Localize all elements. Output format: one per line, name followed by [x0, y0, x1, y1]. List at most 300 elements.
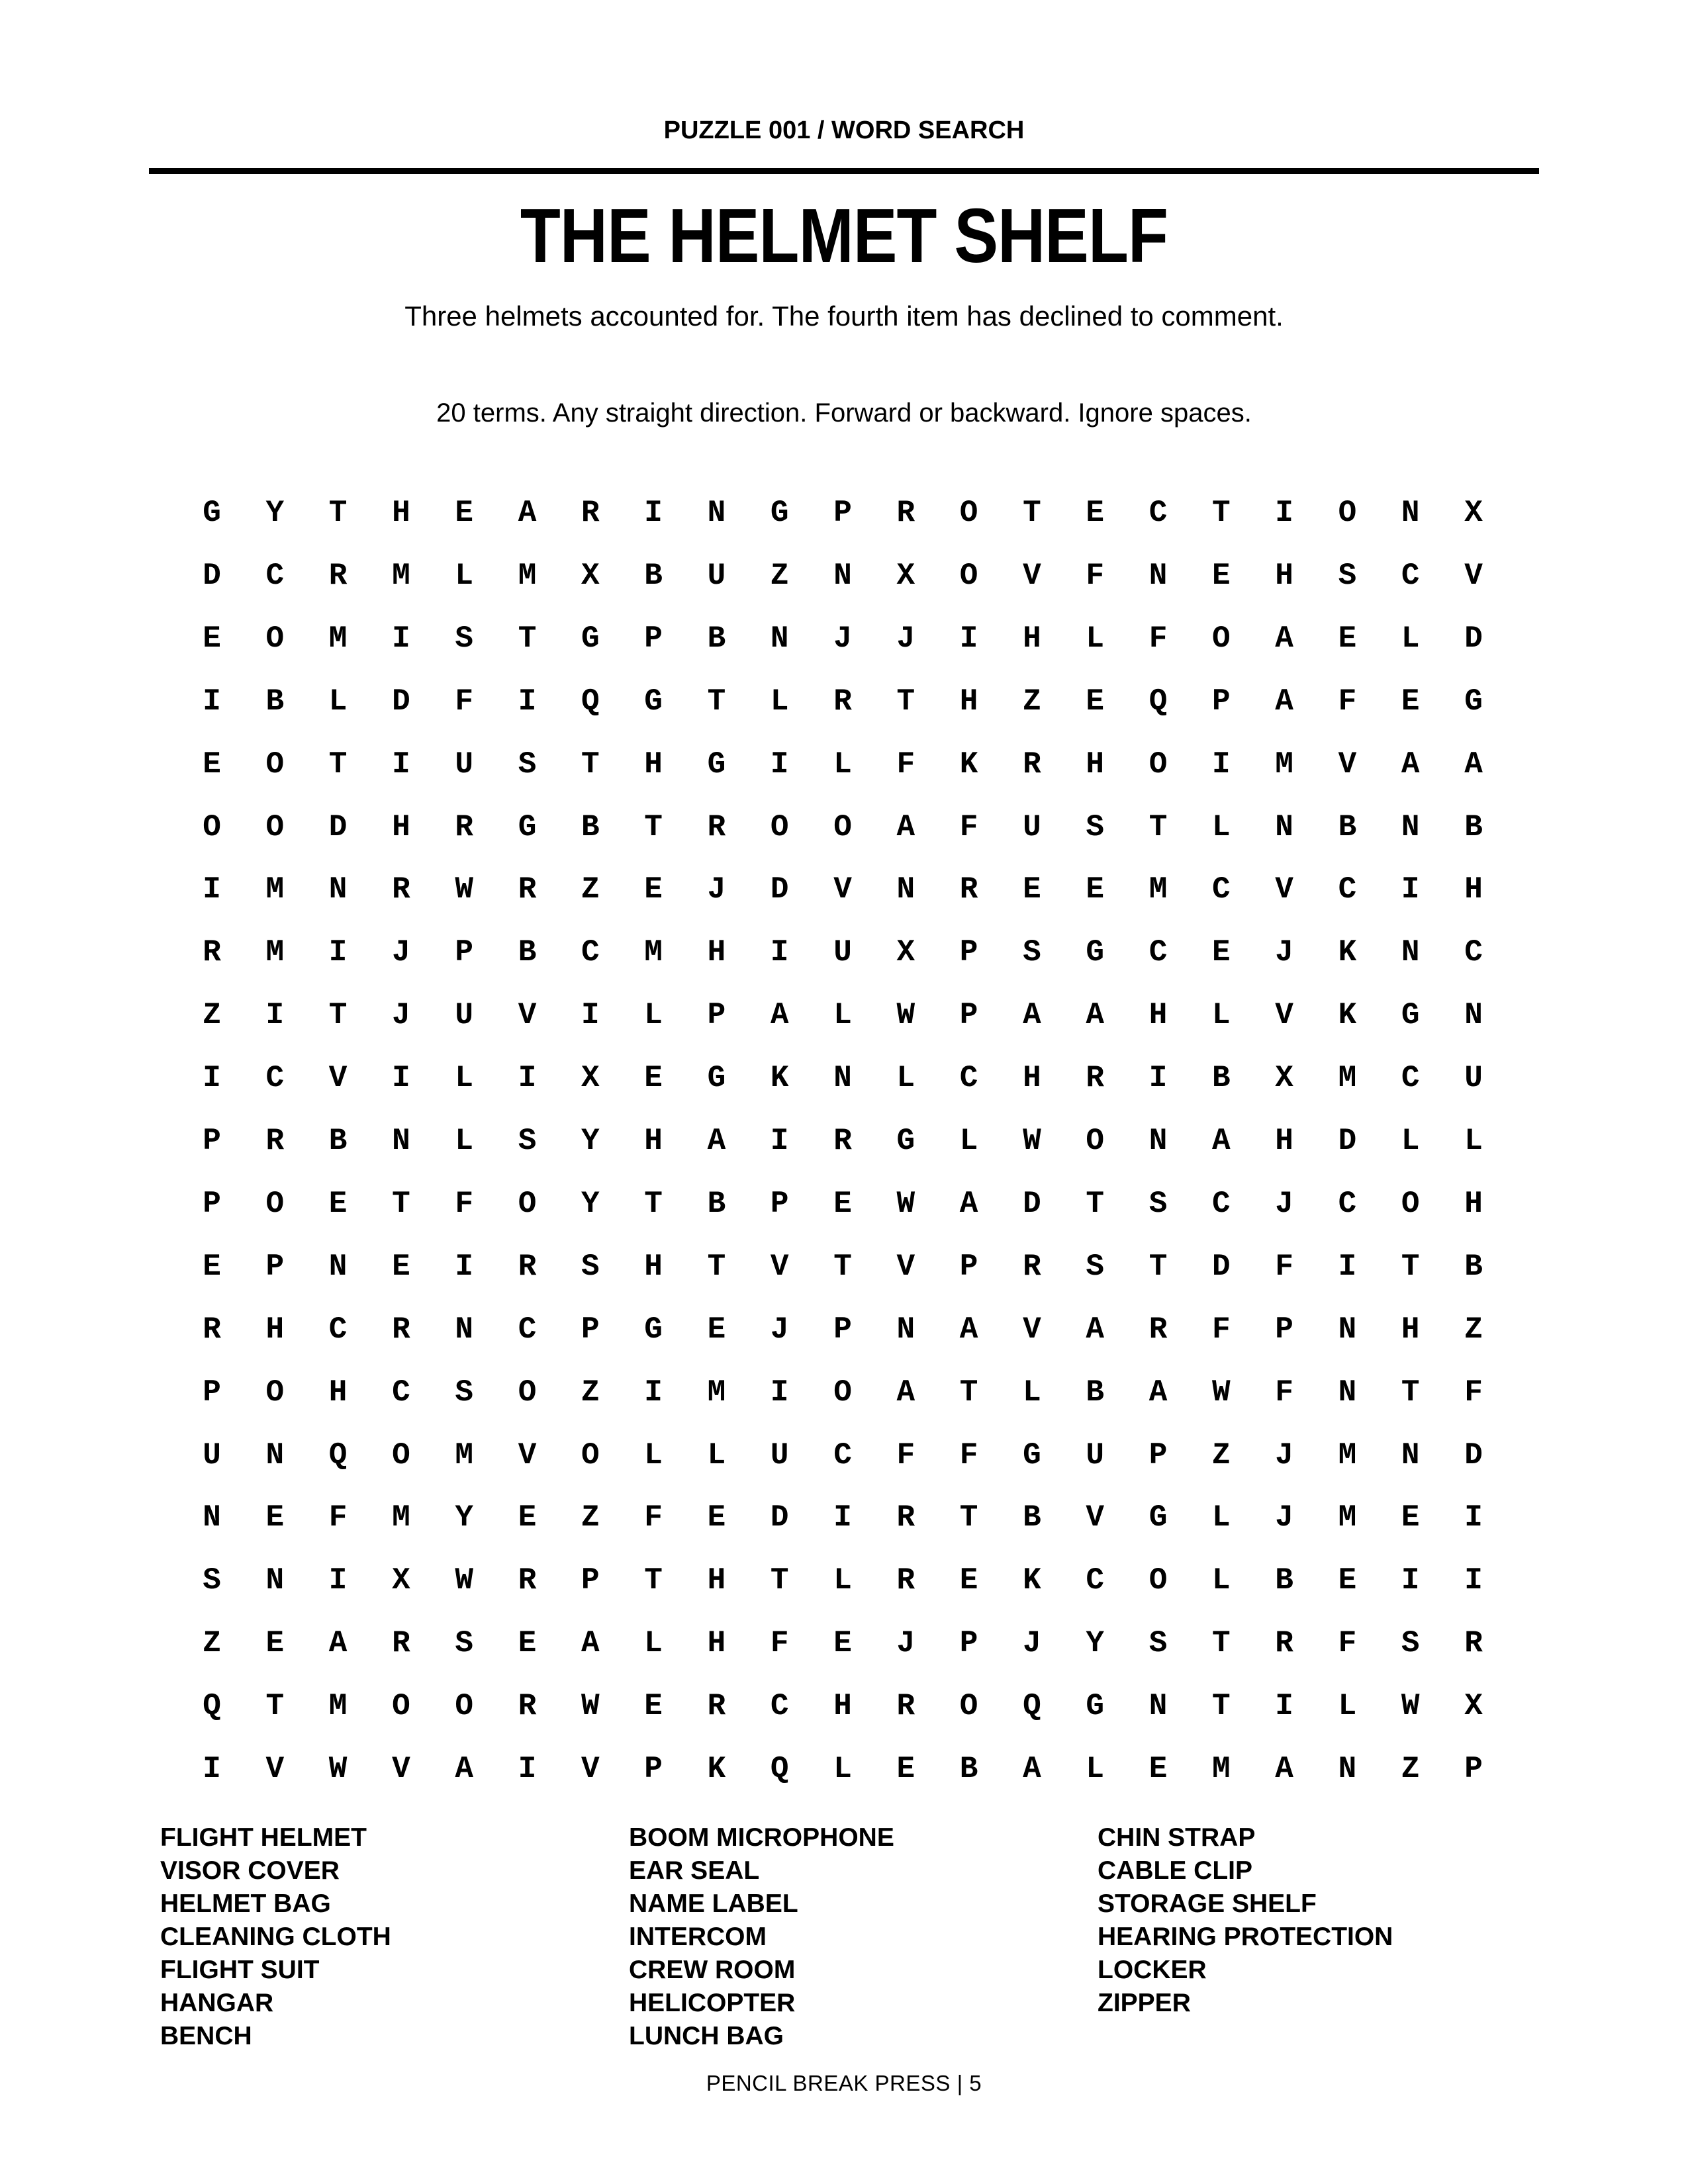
grid-letter: E: [707, 1312, 726, 1347]
grid-letter: O: [833, 809, 852, 844]
grid-letter: R: [896, 1689, 915, 1724]
grid-letter: P: [770, 1186, 789, 1221]
grid-letter: V: [896, 1249, 915, 1284]
grid-letter: T: [959, 1375, 978, 1410]
grid-letter: P: [581, 1563, 600, 1598]
grid-letter: C: [959, 1061, 978, 1096]
grid-letter: M: [1338, 1500, 1357, 1535]
grid-letter: O: [770, 809, 789, 844]
grid-letter: F: [644, 1500, 663, 1535]
word-list-item: LOCKER: [1098, 1956, 1207, 1984]
grid-letter: H: [1464, 1186, 1483, 1221]
grid-letter: R: [1023, 747, 1041, 782]
letter-grid: [182, 483, 1506, 1807]
grid-letter: K: [1023, 1563, 1041, 1598]
grid-letter: G: [896, 1124, 915, 1158]
word-list-item: BENCH: [160, 2022, 252, 2050]
grid-letter: I: [959, 621, 978, 656]
grid-letter: V: [770, 1249, 789, 1284]
grid-letter: R: [1086, 1061, 1104, 1096]
grid-letter: F: [1086, 558, 1104, 593]
grid-letter: N: [1275, 809, 1293, 844]
grid-letter: C: [328, 1312, 348, 1347]
grid-letter: T: [581, 747, 600, 782]
grid-letter: R: [707, 1689, 726, 1724]
grid-letter: W: [455, 1563, 473, 1598]
grid-letter: E: [392, 1249, 410, 1284]
grid-letter: A: [707, 1124, 726, 1158]
grid-letter: T: [1149, 809, 1168, 844]
grid-letter: H: [392, 809, 410, 844]
grid-letter: P: [581, 1312, 600, 1347]
grid-letter: O: [959, 558, 978, 593]
grid-letter: A: [896, 809, 915, 844]
grid-letter: E: [707, 1500, 726, 1535]
grid-letter: E: [1086, 496, 1104, 530]
grid-letter: C: [1401, 1061, 1420, 1096]
grid-letter: H: [392, 496, 410, 530]
grid-letter: G: [644, 684, 663, 719]
grid-letter: Z: [203, 998, 221, 1033]
grid-letter: I: [455, 1249, 473, 1284]
grid-letter: T: [896, 684, 915, 719]
grid-letter: W: [896, 1186, 915, 1221]
grid-letter: G: [1086, 1689, 1104, 1724]
grid-letter: I: [392, 747, 410, 782]
grid-letter: B: [959, 1752, 978, 1786]
grid-letter: L: [833, 998, 852, 1033]
grid-letter: Y: [581, 1186, 600, 1221]
grid-letter: Y: [455, 1500, 473, 1535]
grid-letter: I: [644, 1375, 663, 1410]
grid-letter: P: [707, 998, 726, 1033]
grid-letter: U: [1023, 809, 1041, 844]
grid-letter: T: [265, 1689, 285, 1724]
grid-letter: S: [455, 1626, 473, 1661]
grid-letter: X: [1464, 496, 1483, 530]
grid-letter: S: [455, 621, 473, 656]
grid-letter: O: [265, 809, 285, 844]
grid-letter: R: [896, 1500, 915, 1535]
grid-letter: O: [959, 1689, 978, 1724]
grid-letter: J: [896, 621, 915, 656]
grid-letter: C: [392, 1375, 410, 1410]
grid-letter: W: [455, 872, 473, 907]
grid-letter: P: [644, 621, 663, 656]
word-list-item: BOOM MICROPHONE: [629, 1823, 894, 1852]
grid-letter: O: [1149, 1563, 1168, 1598]
grid-letter: C: [833, 1437, 852, 1473]
grid-letter: B: [707, 1186, 726, 1221]
grid-letter: C: [1211, 872, 1231, 907]
grid-letter: H: [707, 1563, 726, 1598]
grid-letter: O: [833, 1375, 852, 1410]
grid-letter: P: [959, 998, 978, 1033]
grid-letter: P: [203, 1375, 221, 1410]
grid-letter: B: [1338, 809, 1357, 844]
grid-letter: E: [265, 1500, 285, 1535]
grid-letter: T: [770, 1563, 789, 1598]
grid-letter: C: [1464, 935, 1483, 970]
grid-letter: V: [1338, 747, 1357, 782]
grid-letter: E: [644, 1689, 663, 1724]
grid-letter: N: [1401, 809, 1420, 844]
word-list-item: STORAGE SHELF: [1098, 1889, 1317, 1918]
grid-letter: A: [1023, 1752, 1041, 1786]
grid-letter: E: [265, 1626, 285, 1661]
grid-letter: P: [265, 1249, 285, 1284]
grid-letter: B: [518, 935, 537, 970]
grid-letter: E: [518, 1626, 537, 1661]
grid-letter: S: [1086, 1249, 1104, 1284]
grid-letter: N: [1149, 558, 1168, 593]
grid-letter: E: [1401, 684, 1420, 719]
grid-letter: P: [1275, 1312, 1293, 1347]
grid-letter: H: [644, 1124, 663, 1158]
grid-letter: S: [1023, 935, 1041, 970]
word-list-item: VISOR COVER: [160, 1856, 340, 1885]
grid-letter: O: [518, 1375, 537, 1410]
grid-letter: G: [1464, 684, 1483, 719]
grid-letter: X: [1275, 1061, 1293, 1096]
grid-letter: V: [1275, 872, 1293, 907]
grid-letter: R: [265, 1124, 285, 1158]
grid-letter: C: [1149, 496, 1168, 530]
grid-letter: R: [203, 935, 221, 970]
word-list-column-3: [1098, 1821, 1548, 2020]
grid-letter: A: [770, 998, 789, 1033]
grid-letter: L: [1401, 1124, 1420, 1158]
grid-letter: Z: [770, 558, 789, 593]
grid-letter: L: [455, 1124, 473, 1158]
grid-letter: A: [1401, 747, 1420, 782]
word-list-item: FLIGHT HELMET: [160, 1823, 367, 1852]
grid-letter: A: [959, 1186, 978, 1221]
grid-letter: L: [707, 1437, 726, 1473]
grid-letter: D: [1464, 621, 1483, 656]
grid-letter: F: [1464, 1375, 1483, 1410]
grid-letter: C: [1211, 1186, 1231, 1221]
grid-letter: V: [1275, 998, 1293, 1033]
grid-letter: I: [1464, 1500, 1483, 1535]
grid-letter: W: [328, 1752, 348, 1786]
grid-letter: F: [770, 1626, 789, 1661]
grid-letter: E: [203, 621, 221, 656]
puzzle-label: PUZZLE 001 / WORD SEARCH: [663, 116, 1025, 144]
grid-letter: C: [1086, 1563, 1104, 1598]
grid-letter: I: [770, 935, 789, 970]
grid-letter: I: [581, 998, 600, 1033]
grid-letter: O: [392, 1689, 410, 1724]
grid-letter: Y: [265, 496, 285, 530]
grid-letter: R: [518, 1689, 537, 1724]
grid-letter: R: [581, 496, 600, 530]
grid-letter: A: [518, 496, 537, 530]
grid-letter: H: [1275, 1124, 1293, 1158]
grid-letter: A: [1086, 1312, 1104, 1347]
grid-letter: A: [581, 1626, 600, 1661]
grid-letter: E: [833, 1626, 852, 1661]
grid-letter: Q: [1023, 1689, 1041, 1724]
grid-letter: F: [1211, 1312, 1231, 1347]
grid-letter: B: [1023, 1500, 1041, 1535]
grid-letter: R: [896, 1563, 915, 1598]
grid-letter: I: [1149, 1061, 1168, 1096]
grid-letter: H: [1401, 1312, 1420, 1347]
grid-letter: M: [328, 621, 348, 656]
grid-letter: H: [707, 1626, 726, 1661]
grid-letter: L: [644, 998, 663, 1033]
grid-letter: A: [1086, 998, 1104, 1033]
grid-letter: I: [203, 872, 221, 907]
grid-letter: T: [833, 1249, 852, 1284]
grid-letter: X: [581, 558, 600, 593]
grid-letter: C: [265, 1061, 285, 1096]
grid-letter: L: [1023, 1375, 1041, 1410]
grid-letter: P: [833, 1312, 852, 1347]
grid-letter: D: [770, 872, 789, 907]
grid-letter: H: [1023, 1061, 1041, 1096]
grid-letter: C: [1338, 1186, 1357, 1221]
grid-letter: J: [392, 935, 410, 970]
grid-letter: S: [1149, 1186, 1168, 1221]
grid-letter: G: [770, 496, 789, 530]
grid-letter: M: [707, 1375, 726, 1410]
word-list-item: HELICOPTER: [629, 1989, 796, 2017]
grid-letter: F: [896, 747, 915, 782]
page-footer: PENCIL BREAK PRESS | 5: [706, 2071, 982, 2095]
grid-letter: N: [328, 872, 348, 907]
grid-letter: W: [581, 1689, 600, 1724]
grid-letter: P: [959, 935, 978, 970]
grid-letter: K: [959, 747, 978, 782]
grid-letter: E: [1023, 872, 1041, 907]
grid-letter: E: [518, 1500, 537, 1535]
grid-letter: P: [1464, 1752, 1483, 1786]
grid-letter: B: [1464, 1249, 1483, 1284]
grid-letter: M: [1275, 747, 1293, 782]
grid-letter: I: [203, 1061, 221, 1096]
grid-letter: E: [1086, 684, 1104, 719]
grid-letter: T: [1211, 1626, 1231, 1661]
grid-letter: L: [1401, 621, 1420, 656]
grid-letter: N: [203, 1500, 221, 1535]
grid-letter: Z: [1211, 1437, 1231, 1473]
grid-letter: R: [1023, 1249, 1041, 1284]
grid-letter: C: [581, 935, 600, 970]
grid-letter: D: [392, 684, 410, 719]
grid-letter: T: [707, 684, 726, 719]
grid-letter: M: [644, 935, 663, 970]
grid-letter: T: [1023, 496, 1041, 530]
grid-letter: H: [959, 684, 978, 719]
grid-letter: D: [1211, 1249, 1231, 1284]
grid-letter: D: [1338, 1124, 1357, 1158]
grid-letter: F: [1275, 1375, 1293, 1410]
grid-letter: A: [455, 1752, 473, 1786]
grid-letter: G: [1086, 935, 1104, 970]
grid-letter: U: [707, 558, 726, 593]
grid-letter: J: [707, 872, 726, 907]
grid-letter: A: [1149, 1375, 1168, 1410]
grid-letter: C: [1338, 872, 1357, 907]
grid-letter: A: [1275, 684, 1293, 719]
grid-letter: T: [1401, 1375, 1420, 1410]
grid-letter: Q: [1149, 684, 1168, 719]
grid-letter: O: [265, 1186, 285, 1221]
grid-letter: A: [1023, 998, 1041, 1033]
grid-letter: T: [644, 1186, 663, 1221]
word-list-item: EAR SEAL: [629, 1856, 760, 1885]
grid-letter: I: [328, 1563, 348, 1598]
grid-letter: F: [1149, 621, 1168, 656]
word-list-item: CABLE CLIP: [1098, 1856, 1252, 1885]
word-list-column-2: [629, 1821, 1079, 2053]
grid-letter: L: [833, 747, 852, 782]
grid-letter: I: [265, 998, 285, 1033]
grid-letter: V: [518, 1437, 537, 1473]
grid-letter: N: [896, 872, 915, 907]
grid-letter: F: [959, 1437, 978, 1473]
grid-letter: N: [1338, 1375, 1357, 1410]
grid-letter: Z: [581, 872, 600, 907]
grid-letter: P: [203, 1124, 221, 1158]
grid-letter: A: [1464, 747, 1483, 782]
grid-letter: G: [707, 1061, 726, 1096]
grid-letter: G: [1149, 1500, 1168, 1535]
grid-letter: C: [518, 1312, 537, 1347]
grid-letter: T: [959, 1500, 978, 1535]
grid-letter: R: [392, 1312, 410, 1347]
grid-letter: E: [455, 496, 473, 530]
grid-letter: O: [1086, 1124, 1104, 1158]
grid-letter: R: [896, 496, 915, 530]
grid-letter: Z: [1464, 1312, 1483, 1347]
grid-letter: K: [1338, 935, 1357, 970]
grid-letter: V: [265, 1752, 285, 1786]
word-list-item: ZIPPER: [1098, 1989, 1191, 2017]
grid-letter: H: [1086, 747, 1104, 782]
grid-letter: P: [959, 1626, 978, 1661]
grid-letter: K: [707, 1752, 726, 1786]
grid-letter: L: [1211, 809, 1231, 844]
grid-letter: P: [644, 1752, 663, 1786]
grid-letter: G: [518, 809, 537, 844]
grid-letter: B: [644, 558, 663, 593]
grid-letter: T: [518, 621, 537, 656]
grid-letter: N: [455, 1312, 473, 1347]
grid-letter: U: [203, 1437, 221, 1473]
grid-letter: D: [203, 558, 221, 593]
grid-letter: J: [392, 998, 410, 1033]
grid-letter: R: [959, 872, 978, 907]
word-list-item: HANGAR: [160, 1989, 274, 2017]
grid-letter: T: [1211, 496, 1231, 530]
grid-letter: E: [1086, 872, 1104, 907]
word-list-item: HELMET BAG: [160, 1889, 331, 1918]
grid-letter: G: [707, 747, 726, 782]
grid-letter: I: [770, 747, 789, 782]
grid-letter: S: [1086, 809, 1104, 844]
grid-letter: E: [203, 747, 221, 782]
grid-letter: F: [1338, 684, 1357, 719]
word-list: [160, 1821, 1550, 2050]
grid-letter: S: [455, 1375, 473, 1410]
grid-letter: I: [770, 1375, 789, 1410]
grid-letter: I: [203, 684, 221, 719]
grid-letter: L: [644, 1437, 663, 1473]
grid-letter: E: [328, 1186, 348, 1221]
grid-letter: E: [1338, 1563, 1357, 1598]
grid-letter: R: [518, 872, 537, 907]
grid-letter: E: [1211, 558, 1231, 593]
grid-letter: M: [265, 935, 285, 970]
word-list-item: CREW ROOM: [629, 1956, 796, 1984]
grid-letter: U: [1464, 1061, 1483, 1096]
grid-letter: Q: [328, 1437, 348, 1473]
grid-letter: G: [203, 496, 221, 530]
grid-letter: M: [1211, 1752, 1231, 1786]
grid-letter: H: [1464, 872, 1483, 907]
grid-letter: R: [392, 872, 410, 907]
grid-letter: N: [392, 1124, 410, 1158]
word-list-item: FLIGHT SUIT: [160, 1956, 320, 1984]
grid-letter: I: [1464, 1563, 1483, 1598]
grid-letter: N: [1338, 1752, 1357, 1786]
grid-letter: Z: [1023, 684, 1041, 719]
grid-letter: V: [581, 1752, 600, 1786]
grid-letter: H: [1023, 621, 1041, 656]
grid-letter: K: [1338, 998, 1357, 1033]
grid-letter: R: [1275, 1626, 1293, 1661]
grid-letter: I: [518, 1752, 537, 1786]
grid-letter: D: [770, 1500, 789, 1535]
grid-letter: G: [1023, 1437, 1041, 1473]
grid-letter: E: [833, 1186, 852, 1221]
grid-letter: R: [518, 1249, 537, 1284]
grid-letter: M: [455, 1437, 473, 1473]
grid-letter: J: [1275, 935, 1293, 970]
grid-letter: B: [265, 684, 285, 719]
grid-letter: N: [1401, 1437, 1420, 1473]
grid-letter: N: [833, 558, 852, 593]
grid-letter: E: [896, 1752, 915, 1786]
grid-letter: O: [581, 1437, 600, 1473]
grid-letter: I: [770, 1124, 789, 1158]
grid-letter: E: [203, 1249, 221, 1284]
grid-letter: E: [1338, 621, 1357, 656]
grid-letter: M: [1149, 872, 1168, 907]
grid-letter: C: [770, 1689, 789, 1724]
grid-letter: L: [896, 1061, 915, 1096]
grid-letter: E: [644, 1061, 663, 1096]
grid-letter: I: [833, 1500, 852, 1535]
grid-letter: S: [518, 1124, 537, 1158]
grid-letter: S: [1338, 558, 1357, 593]
grid-letter: V: [1464, 558, 1483, 593]
grid-letter: Q: [581, 684, 600, 719]
grid-letter: P: [1211, 684, 1231, 719]
grid-letter: L: [1211, 1563, 1231, 1598]
grid-letter: E: [959, 1563, 978, 1598]
grid-letter: M: [518, 558, 537, 593]
grid-letter: B: [1086, 1375, 1104, 1410]
grid-letter: V: [392, 1752, 410, 1786]
grid-letter: I: [518, 684, 537, 719]
grid-letter: D: [1464, 1437, 1483, 1473]
grid-letter: M: [1338, 1061, 1357, 1096]
grid-letter: Q: [770, 1752, 789, 1786]
